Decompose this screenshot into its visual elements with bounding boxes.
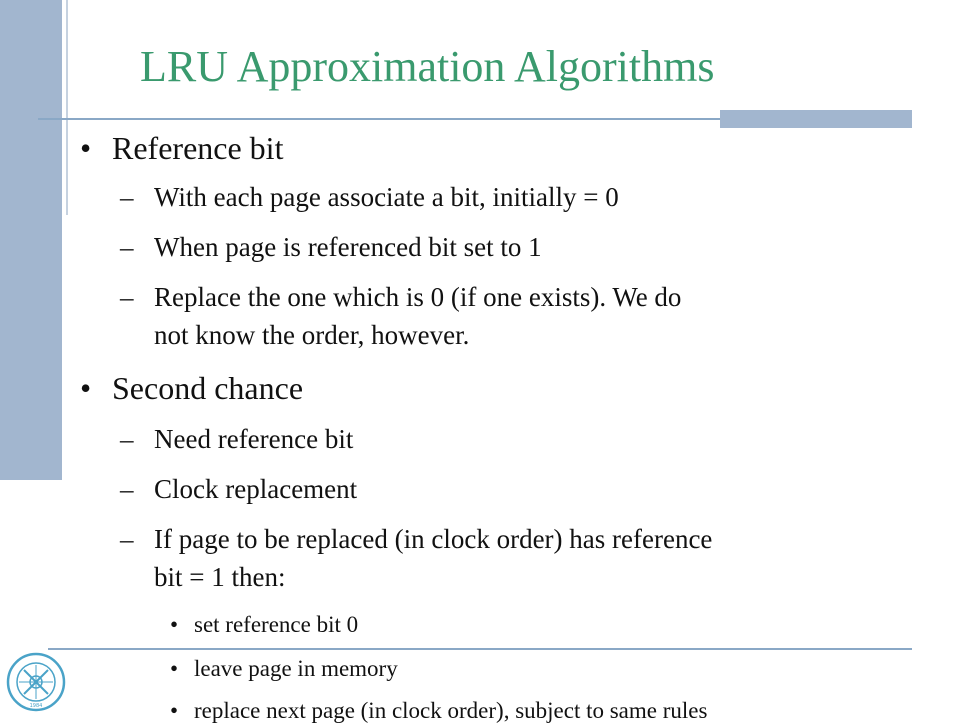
bullet-level2: Need reference bit	[154, 424, 354, 454]
bullet-level3: replace next page (in clock order), subject to same rules	[194, 698, 708, 723]
bullet-level2: With each page associate a bit, initially = 0	[154, 182, 619, 212]
bullet-marker-level2: –	[120, 182, 134, 212]
bullet-marker-level3: •	[170, 656, 179, 681]
bullet-level2-continuation: bit = 1 then:	[154, 562, 286, 592]
bullet-level3: set reference bit 0	[194, 612, 359, 637]
bullet-marker-level2: –	[120, 424, 134, 454]
bullet-level2: Replace the one which is 0 (if one exists). We do	[154, 282, 682, 312]
bullet-level2: Clock replacement	[154, 474, 358, 504]
bullet-marker-level3: •	[170, 612, 179, 637]
bullet-marker-level2: –	[120, 282, 134, 312]
logo-year: 1984	[29, 703, 43, 709]
bullet-level1: Reference bit	[112, 130, 284, 166]
bullet-level1: Second chance	[112, 370, 304, 406]
bullet-marker-level2: –	[120, 474, 134, 504]
bullet-marker-level2: –	[120, 524, 134, 554]
slide-title: LRU Approximation Algorithms	[140, 42, 715, 91]
bullet-marker-level2: –	[120, 232, 134, 262]
bullet-marker-level3: •	[170, 698, 179, 723]
university-seal-icon	[6, 652, 66, 712]
bullet-level2: When page is referenced bit set to 1	[154, 232, 542, 262]
bullet-marker-level1: •	[80, 130, 92, 166]
bullet-level3: leave page in memory	[194, 656, 398, 681]
bullet-level2-continuation: not know the order, however.	[154, 320, 470, 350]
bullet-marker-level1: •	[80, 370, 92, 406]
bullet-level2: If page to be replaced (in clock order) has reference	[154, 524, 713, 554]
